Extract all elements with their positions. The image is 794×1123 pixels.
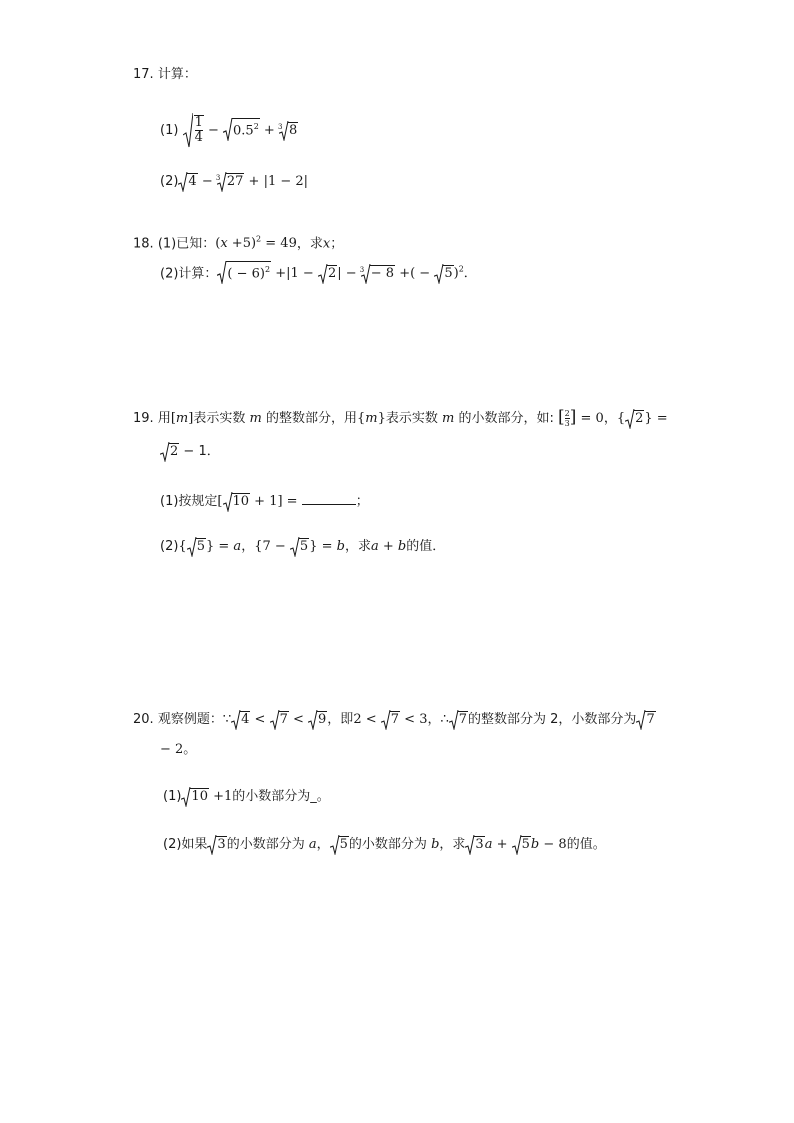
- question-19-intro-line-2: [160, 442, 220, 462]
- text: ，求: [344, 539, 371, 554]
- question-number: 19.: [133, 411, 154, 426]
- text: 的值．: [406, 539, 446, 554]
- text: ，求: [439, 837, 466, 852]
- variable: x: [322, 236, 331, 252]
- question-19-part-1: [160, 490, 369, 512]
- text: 的小数部分为: [226, 837, 305, 852]
- text: − 1．: [183, 444, 220, 459]
- part-label: (2)如果: [163, 837, 208, 852]
- text: ，即: [327, 712, 354, 727]
- text: ，: [241, 539, 255, 554]
- question-20-part-2: (2)如果 3的小数部分为 a， 5的小数部分为 b，求 3a + 5b − 8的值。: [163, 837, 606, 852]
- text: 表示实数: [193, 411, 246, 426]
- text: 的小数部分为: [348, 837, 427, 852]
- text: ；: [355, 494, 369, 509]
- question-number: 18.: [133, 236, 154, 252]
- math-expression: 10 +1: [181, 789, 232, 804]
- text: 用: [157, 411, 171, 426]
- question-number: 17.: [133, 67, 154, 82]
- question-number: 20.: [133, 712, 154, 727]
- math-expression: 4 − 3 27 + |1 − 2|: [178, 174, 308, 189]
- part-label: (2): [160, 174, 179, 189]
- question-17-title: [133, 65, 197, 85]
- part-label: (1): [163, 789, 182, 804]
- question-17-part-1: [160, 115, 298, 151]
- text: ；: [330, 236, 344, 252]
- text: ，∴: [427, 712, 449, 727]
- question-20-intro: 20. 观察例题：∵ 4 < 7 < 9，即2 < 7 < 3，∴ 7的整数部分为 2，小数部分为 7: [133, 712, 655, 727]
- part-label: (1)已知：: [157, 236, 216, 252]
- question-18-line-2: [160, 260, 477, 284]
- text: 的值。: [566, 837, 606, 852]
- answer-blank[interactable]: [302, 490, 356, 505]
- text: 的小数部分为_。: [232, 789, 330, 804]
- math-expression: ( − 6)$^2$ +|1 − 2| − 3 − 8 +( − 5)$^2$．: [217, 266, 476, 281]
- math-expression: [ $\frac{2}{3}$ ] = 0，{ 2} =: [558, 407, 668, 428]
- text: ，: [316, 837, 330, 852]
- text: − 2。: [160, 742, 197, 757]
- question-17-part-2: [160, 172, 308, 192]
- question-20-part-1: [163, 787, 330, 807]
- text: 的整数部分为 2，小数部分为: [468, 712, 637, 727]
- math-expression: { 5} = a: [178, 539, 242, 554]
- question-19-part-2: (2){ 5} = a，{7 − 5} = b，求a + b的值．: [160, 539, 446, 554]
- text: 观察例题：∵: [157, 712, 232, 727]
- part-label: (1): [160, 123, 179, 138]
- question-title: 计算：: [157, 67, 197, 82]
- question-18-line-1: [133, 230, 343, 254]
- math-expression: 2: [160, 444, 179, 459]
- math-expression: $(x +5)^2 = 49$: [215, 235, 297, 252]
- question-19-intro: 19. 用[m]表示实数 m 的整数部分，用{m}表示实数 m 的小数部分，如: [ $\frac{2}{3}$ ] = 0，{ 2} =: [133, 407, 668, 428]
- math-expression: [ 10 + 1] =: [217, 494, 302, 509]
- text: ，求: [296, 236, 323, 252]
- question-20-intro-line-2: [160, 740, 196, 760]
- text: 表示实数: [385, 411, 438, 426]
- math-expression: $\frac{1}{4}$ − $0.5^2$ + 3 8: [183, 123, 299, 138]
- part-label: (1)按规定: [160, 494, 218, 509]
- part-label: (2): [160, 539, 179, 554]
- text: 的小数部分，如:: [458, 411, 554, 426]
- part-label: (2)计算：: [160, 266, 218, 282]
- text: 的整数部分，用: [265, 411, 357, 426]
